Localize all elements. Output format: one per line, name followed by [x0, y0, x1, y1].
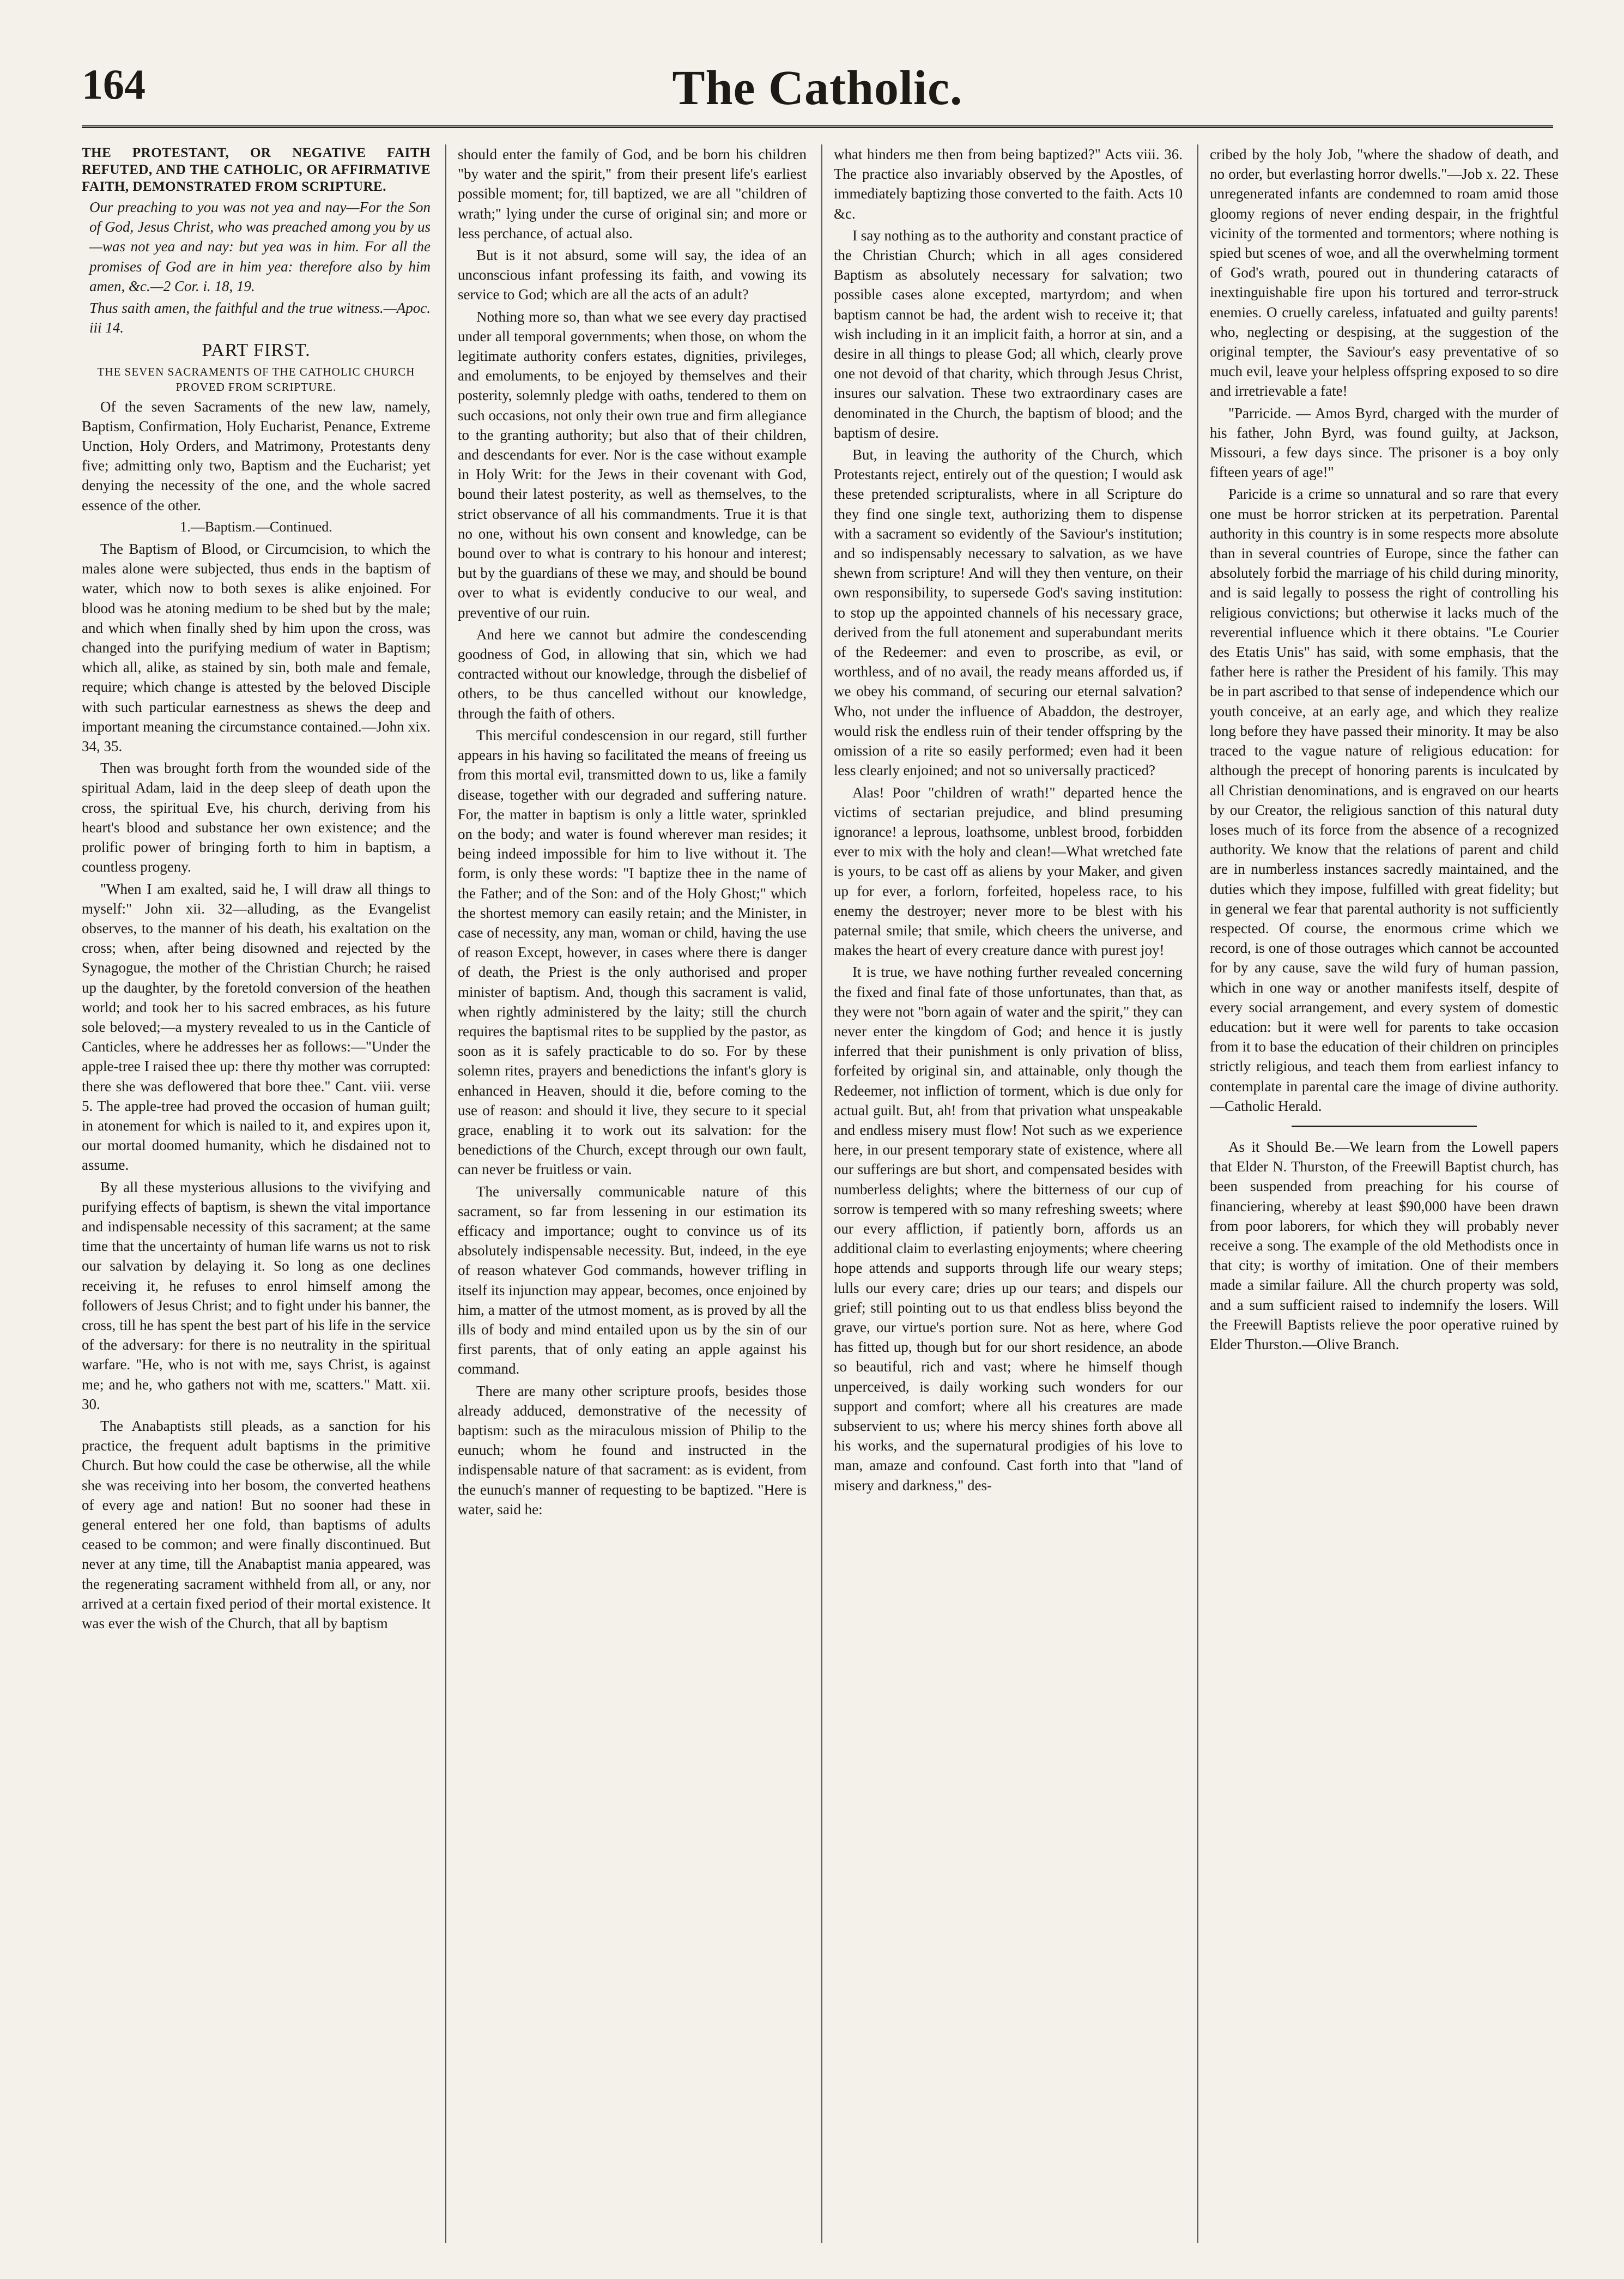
section-heading: 1.—Baptism.—Continued.	[180, 518, 332, 535]
paragraph: what hinders me then from being baptized?" Acts viii. 36. The practice also invariably observed by the Apostles, of immediately baptizing those converted to the faith. Acts 10 &c.	[834, 146, 1183, 222]
epigraph: Our preaching to you was not yea and nay—For the Son of God, Jesus Christ, who was preached among you by us—was not yea and nay: but yea was in him. For all the promises of God are in him yea: therefore also by him amen, &c.—2 Cor. i. 18, 19.	[89, 199, 431, 294]
columns	[82, 144, 1564, 2243]
paragraph: cribed by the holy Job, "where the shadow of death, and no order, but everlasting horror dwells."—Job x. 22. These unregenerated infants are condemned to roam amid those gloomy regions of never ending despair, in the frightful vicinity of the tormented and tormentors; where nothing is spied but scenes of woe, and all the overwhelming torment of God's wrath, poured out in thundering cataracts of inextinguishable fire upon his tortured and terror-struck enemies. O cruelly careless, infatuated and guilty parents! who, neglecting or despising, at the suggestion of the original tempter, the Saviour's easy preventative of so much evil, leave your helpless offspring exposed to so dire and irretrievable a fate!	[1210, 146, 1559, 400]
paragraph: Nothing more so, than what we see every day practised under all temporal governments; when those, on whom the legitimate authority confers estates, dignities, privileges, and emoluments, to be enjoyed by themselves and their posterity, solemnly pledge with oaths, tendered to them on such occasions, not only their own true and firm allegiance to the granting authority; but also that of their children, and descendants for ever. Nor is the case without example in Holy Writ: for the Jews in their covenant with God, bound their latest posterity, as well as themselves, to the strict observance of all his commandments. True it is that no one, without his own consent and knowledge, can be bound over to what is contrary to his honour and interest; but by the guardians of these we may, and should be bound over to what is evidently conducive to our weal, and preventive of our ruin.	[458, 308, 807, 621]
paragraph: The Anabaptists still pleads, as a sanction for his practice, the frequent adult baptisms in the primitive Church. But how could the case be otherwise, all the while she was receiving into her bosom, the converted heathens of every age and nation! But no sooner had these in general entered her one fold, than baptisms of adults ceased to be common; and were finally discontinued. But never at any time, till the Anabaptist mania appeared, was the regenerating sacrament withheld from all, or any, nor arrived at a certain fixed period of their mortal existence. It was ever the wish of the Church, that all by baptism	[82, 1417, 431, 1632]
paragraph: But is it not absurd, some will say, the idea of an unconscious infant professing its faith, and vowing its service to God; which are all the acts of an adult?	[458, 247, 807, 303]
column-3	[834, 144, 1183, 2243]
column-1	[82, 144, 431, 2243]
column-2	[458, 144, 807, 2243]
subheading: THE SEVEN SACRAMENTS OF THE CATHOLIC CHURCH PROVED FROM SCRIPTURE.	[97, 365, 415, 394]
column-divider	[821, 144, 822, 2243]
paragraph: It is true, we have nothing further revealed concerning the fixed and final fate of those unfortunates, than that, as they were not "born again of water and the spirit," they can never enter the kingdom of God; and hence it is justly inferred that their punishment is only privation of bliss, forfeited by original sin, and attainable, only though the Redeemer, not infliction of torment, which is due only for actual guilt. But, ah! from that privation what unspeakable and endless misery must flow! Not such as we experience here, in our present temporary state of existence, where all our sufferings are but short, and compensated besides with numberless delights; where the bitterness of our cup of sorrow is tempered with so many refreshing sweets; where our every affliction, if patiently born, affords us an additional claim to everlasting enjoyments; where cheering hope attends and supports through life our weary steps; lulls our every care; dries up our tears; and dispels our grief; still pointing out to us that endless bliss beyond the grave, our virtue's portion sure. Not as here, where God has fitted up, though but for our short residence, an abode so beautiful, rich and vast; where he himself though unperceived, is daily working such wonders for our support and comfort; where all his creatures are made subservient to us; where his mercy shines forth above all his works, and the supernatural prodigies of his love to man, amaze and confound. Cast forth into that "land of misery and darkness," des-	[834, 964, 1183, 1494]
epigraph: Thus saith amen, the faithful and the true witness.—Apoc. iii 14.	[89, 300, 431, 336]
paragraph: The Baptism of Blood, or Circumcision, to which the males alone were subjected, thus ends in the baptism of water, which now to both sexes is alike enjoined. For blood was he atoning medium to be shed but by the male; and which when finally shed by him upon the cross, was changed into the purifying medium of water in Baptism; which all, alike, as stained by sin, both male and female, require; which change is attested by the beloved Disciple with such particular earnestness as shews the deep and important meaning the circumstance contained.—John xix. 34, 35.	[82, 541, 431, 755]
column-divider	[1197, 144, 1198, 2243]
article-separator	[1292, 1126, 1477, 1127]
page-number: 164	[82, 61, 146, 108]
paragraph: As it Should Be.—We learn from the Lowell papers that Elder N. Thurston, of the Freewill Baptist church, has been suspended from preaching for his course of financiering, whereby at least $90,000 have been drawn from poor laborers, for which they will probably never receive a song. The example of the old Methodists once in that city; is worthy of imitation. One of their members made a similar failure. All the church property was sold, and a sum sufficient raised to indemnify the losers. Will the Freewill Baptists relieve the poor operative ruined by Elder Thurston.—Olive Branch.	[1210, 1138, 1559, 1352]
paragraph: "When I am exalted, said he, I will draw all things to myself:" John xii. 32—alluding, as the Evangelist observes, to the manner of his death, his exaltation on the cross; when, after being disowned and rejected by the Synagogue, the mother of the Christian Church; he raised up the daughter, by the foretold conversion of the heathen world; and took her to his sacred embraces, as his future sole beloved;—a mystery revealed to us in the Canticle of Canticles, where he addresses her as follows:—"Under the apple-tree I raised thee up: there thy mother was corrupted: there she was deflowered that bore thee." Cant. viii. verse 5. The apple-tree had proved the occasion of human guilt; in atonement for which is nailed to it, and expires upon it, our mortal doomed humanity, which he disdained not to assume.	[82, 880, 431, 1174]
paragraph: There are many other scripture proofs, besides those already adduced, demonstrative of the necessity of baptism: such as the miraculous mission of Philip to the eunuch; whom he found and instructed in the indispensable nature of that sacrament: as is evident, from the eunuch's manner of requesting to be baptized. "Here is water, said he:	[458, 1382, 807, 1518]
paragraph: Of the seven Sacraments of the new law, namely, Baptism, Confirmation, Holy Eucharist, Penance, Extreme Unction, Holy Orders, and Matrimony, Protestants deny five; admitting only two, Baptism and the Eucharist; yet denying the necessity of the one, and the whole sacred essence of the other.	[82, 398, 431, 513]
paragraph: Then was brought forth from the wounded side of the spiritual Adam, laid in the deep sleep of death upon the cross, the spiritual Eve, his church, deriving from his heart's blood and substance her own existence; and the prolific power of bringing forth to him in baptism, a countless progeny.	[82, 760, 431, 875]
column-divider	[445, 144, 446, 2243]
paragraph: Alas! Poor "children of wrath!" departed hence the victims of sectarian prejudice, and blind presuming ignorance! a leprous, loathsome, unblest brood, forbidden ever to mix with the holy and clean!—What wretched fate is yours, to be cast off as aliens by your Maker, and given up for ever, a forlorn, forfeited, hopeless race, to his enemy the destroyer; never more to be blest with his paternal smile; that smile, which cheers the universe, and makes the heart of every creature dance with purest joy!	[834, 784, 1183, 959]
paragraph: I say nothing as to the authority and constant practice of the Christian Church; which in all ages considered Baptism as absolutely necessary for salvation; two possible cases alone excepted, martyrdom; and when baptism cannot be had, the ardent wish to receive it; that wish including in it an implicit faith, a horror at sin, and a desire in all things to please God; all which, clearly prove one not devoid of that charity, which through Jesus Christ, insures our salvation. These two extraordinary cases are denominated in the Church, the baptism of blood; and the baptism of desire.	[834, 227, 1183, 441]
paragraph: The universally communicable nature of this sacrament, so far from lessening in our estimation its efficacy and importance; ought to convince us of its absolutely indispensable necessity. But, indeed, in the eye of reason whatever God commands, however trifling in itself its injunction may appear, becomes, once enjoined by him, a matter of the utmost moment, as is proved by all the ills of body and mind entailed upon us by the sin of our first parents, that of only eating an apple against his command.	[458, 1183, 807, 1377]
paragraph: By all these mysterious allusions to the vivifying and purifying effects of baptism, is shewn the vital importance and indispensable necessity of this sacrament; at the same time that the uncertainty of human life warns us not to risk our salvation by delaying it. So long as one declines receiving it, he refuses to enrol himself among the followers of Jesus Christ; and to fight under his banner, the cross, till he has spent the best part of his life in the service of the adversary: for there is no neutrality in the spiritual warfare. "He, who is not with me, says Christ, is against me; and he, who gathers not with me, scatters." Matt. xii. 30.	[82, 1178, 431, 1412]
page-header	[82, 60, 1553, 120]
column-4	[1210, 144, 1559, 2243]
paragraph: This merciful condescension in our regard, still further appears in his having so facilitated the means of freeing us from this mortal evil, transmitted down to us, like a family disease, together with our degraded and suffering nature. For, the matter in baptism is only a little water, sprinkled on the body; and water is found wherever man resides; it being indeed impossible for him to live without it. The form, is only these words: "I baptize thee in the name of the Father; and of the Son: and of the Holy Ghost;" which the shortest memory can easily retain; and the Minister, in case of necessity, any man, woman or child, having the use of reason Except, however, in cases where there is danger of death, the Priest is the only authorised and proper minister of baptism. And, though this sacrament is valid, when rightly administered by the laity; still the church requires the baptismal rites to be supplied by the pastor, as soon as it is safely practicable to do so. For by these solemn rites, prayers and benedictions the infant's glory is enhanced in Heaven, should it die, before coming to the use of reason: and should it live, they secure to it special grace, enabling it to work out its salvation: for the benedictions of the Church, except through our own fault, can never be fruitless or vain.	[458, 727, 807, 1178]
part-heading: PART FIRST.	[202, 340, 311, 361]
article-headline: THE PROTESTANT, OR NEGATIVE FAITH REFUTED, AND THE CATHOLIC, OR AFFIRMATIVE FAITH, DEMONSTRATED FROM SCRIPTURE.	[82, 146, 431, 194]
paragraph: But, in leaving the authority of the Church, which Protestants reject, entirely out of the question; I would ask these pretended scripturalists, where in all Scripture do they find one single text, authorizing them to dispense with a sacrament so evidently of the Saviour's institution; and so indispensably necessary to salvation, as we have shewn from scripture! And will they then venture, on their own responsibility, to supersede God's saving institution: to stop up the appointed channels of his necessary grace, derived from the full atonement and superabundant merits of the Redeemer: and even to proscribe, as evil, or worthless, and of no avail, the ready means afforded us, if we obey his command, of securing our eternal salvation? Who, not under the influence of Abaddon, the destroyer, would risk the endless ruin of their tender offspring by the omission of a rite so easily performed; even had it been less clearly enjoined; and not so universally practiced?	[834, 446, 1183, 779]
paragraph: And here we cannot but admire the condescending goodness of God, in allowing that sin, which we had contracted without our knowledge, through the disbelief of others, to be thus cancelled without our knowledge, through the faith of others.	[458, 626, 807, 722]
masthead-title: The Catholic.	[672, 61, 963, 115]
header-rule	[82, 125, 1553, 128]
paragraph: should enter the family of God, and be born his children "by water and the spirit," from their present life's earliest possible moment; for, till baptized, we are all "children of wrath;" lying under the curse of original sin; and more or less perchance, of actual also.	[458, 146, 807, 241]
paragraph: "Parricide. — Amos Byrd, charged with the murder of his father, John Byrd, was found guilty, at Jackson, Missouri, a few days since. The prisoner is a boy only fifteen years of age!"	[1210, 404, 1559, 481]
paragraph: Paricide is a crime so unnatural and so rare that every one must be horror stricken at its perpetration. Parental authority in this country is in some respects more absolute than in several countries of Europe, since the father can absolutely forbid the marriage of his child during minority, and is said legally to possess the right of controlling his religious convictions; but otherwise it lacks much of the reverential influence which it there obtains. "Le Courier des Etatis Unis" has said, with some emphasis, that the father here is rather the President of his family. This may be in part ascribed to that sense of independence which our youth conceive, at an early age, and which they realize long before they have passed their minority. It may be also traced to the vague nature of religious education: for although the precept of honoring parents is inculcated by all Christian denominations, and is engraved on our hearts by our Creator, the religious sanction of this natural duty loses much of its force from the absence of a recognized authority. We know that the relations of parent and child are in numberless instances sacredly maintained, and the duties which they impose, fulfilled with great fidelity; but in general we fear that parental authority is not sufficiently respected. Of course, the enormous crime which we record, is one of those outrages which cannot be accounted for by any cause, save the wild fury of human passion, which in one way or another manifests itself, despite of every social arrangement, and every system of domestic education: but it were well for parents to take occasion from it to base the education of their children on principles strictly religious, and teach them from earliest infancy to contemplate in parental care the image of divine authority.—Catholic Herald.	[1210, 486, 1559, 1114]
